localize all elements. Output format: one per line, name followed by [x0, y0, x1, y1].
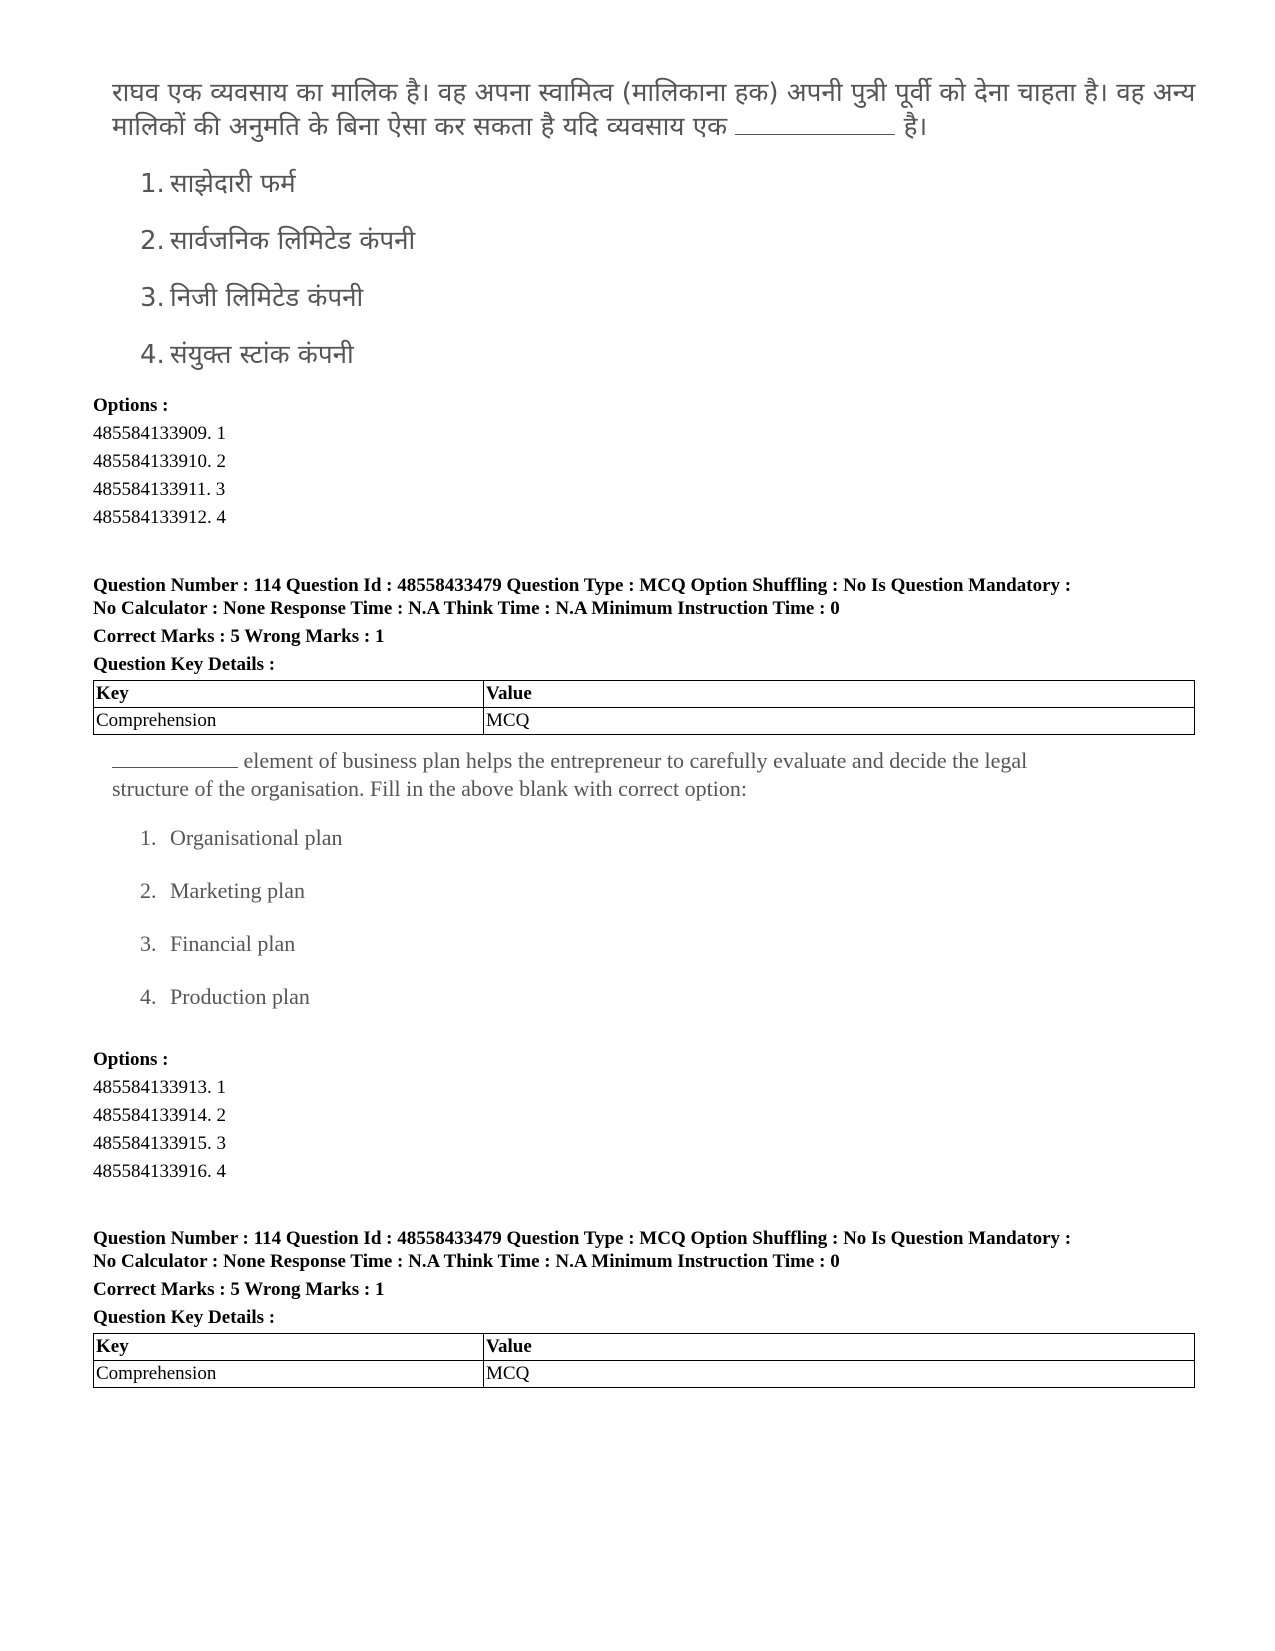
choice-item: 4. Production plan — [140, 984, 310, 1009]
choice-list — [140, 821, 1027, 1033]
question-114-header — [93, 574, 1195, 735]
question-114-header-repeat — [93, 1227, 1195, 1388]
key-details-label: Question Key Details : — [93, 1307, 276, 1328]
table-row — [94, 708, 1195, 735]
question-text — [112, 76, 1195, 144]
question-meta-line-2: No Calculator : None Response Time : N.A Think Time : N.A Minimum Instruction Time : 0 — [93, 598, 840, 619]
table-cell-value: MCQ — [484, 708, 1195, 735]
key-value-table — [93, 1333, 1195, 1388]
question-line-2: मालिकों की अनुमति के बिना ऐसा कर सकता है यदि व्यवसाय एक है। — [112, 112, 928, 142]
question-line-2: structure of the organisation. Fill in the above blank with correct option: — [112, 776, 748, 801]
options-label: Options : — [93, 1049, 169, 1070]
table-header-key: Key — [94, 681, 484, 708]
table-cell-value: MCQ — [484, 1361, 1195, 1388]
choice-item: 2. सार्वजनिक लिमिटेड कंपनी — [140, 226, 416, 256]
question-marks: Correct Marks : 5 Wrong Marks : 1 — [93, 1279, 385, 1300]
options-section-114 — [93, 1046, 1195, 1186]
choice-item: 3. Financial plan — [140, 931, 296, 956]
table-header-row — [94, 1334, 1195, 1361]
options-section-113 — [93, 392, 1195, 532]
question-marks: Correct Marks : 5 Wrong Marks : 1 — [93, 626, 385, 647]
option-item: 485584133910. 2 — [93, 451, 226, 472]
question-meta-line-2: No Calculator : None Response Time : N.A Think Time : N.A Minimum Instruction Time : 0 — [93, 1251, 840, 1272]
table-header-value: Value — [484, 1334, 1195, 1361]
question-text — [112, 747, 1027, 803]
option-item: 485584133911. 3 — [93, 479, 226, 500]
choice-item: 2. Marketing plan — [140, 878, 306, 903]
option-item: 485584133916. 4 — [93, 1161, 226, 1182]
choice-item: 1. Organisational plan — [140, 825, 343, 850]
table-row — [94, 1361, 1195, 1388]
option-item: 485584133912. 4 — [93, 507, 226, 528]
answer-blank — [735, 133, 895, 135]
table-header-key: Key — [94, 1334, 484, 1361]
question-114-image — [112, 747, 1027, 1033]
option-item: 485584133909. 1 — [93, 423, 226, 444]
option-item: 485584133914. 2 — [93, 1105, 226, 1126]
options-label: Options : — [93, 395, 169, 416]
question-meta-line-1: Question Number : 114 Question Id : 48558433479 Question Type : MCQ Option Shuffling : No Is Question Mandatory : — [93, 575, 1072, 596]
option-item: 485584133915. 3 — [93, 1133, 226, 1154]
question-line-1: राघव एक व्यवसाय का मालिक है। वह अपना स्वामित्व (मालिकाना हक) अपनी पुत्री पूर्वी को देना चाहता है। वह अन्य — [112, 78, 1196, 108]
table-cell-key: Comprehension — [94, 708, 484, 735]
question-meta-line-1: Question Number : 114 Question Id : 48558433479 Question Type : MCQ Option Shuffling : No Is Question Mandatory : — [93, 1228, 1072, 1249]
option-item: 485584133913. 1 — [93, 1077, 226, 1098]
table-header-row — [94, 681, 1195, 708]
answer-blank — [112, 766, 238, 768]
choice-item: 1. साझेदारी फर्म — [140, 169, 296, 199]
choice-item: 3. निजी लिमिटेड कंपनी — [140, 283, 364, 313]
choice-item: 4. संयुक्त स्टांक कंपनी — [140, 340, 354, 370]
key-details-label: Question Key Details : — [93, 654, 276, 675]
key-value-table — [93, 680, 1195, 735]
question-113-image — [112, 76, 1195, 392]
question-line-1: element of business plan helps the entrepreneur to carefully evaluate and decide the legal — [112, 747, 1027, 775]
table-header-value: Value — [484, 681, 1195, 708]
table-cell-key: Comprehension — [94, 1361, 484, 1388]
choice-list — [140, 164, 1195, 392]
